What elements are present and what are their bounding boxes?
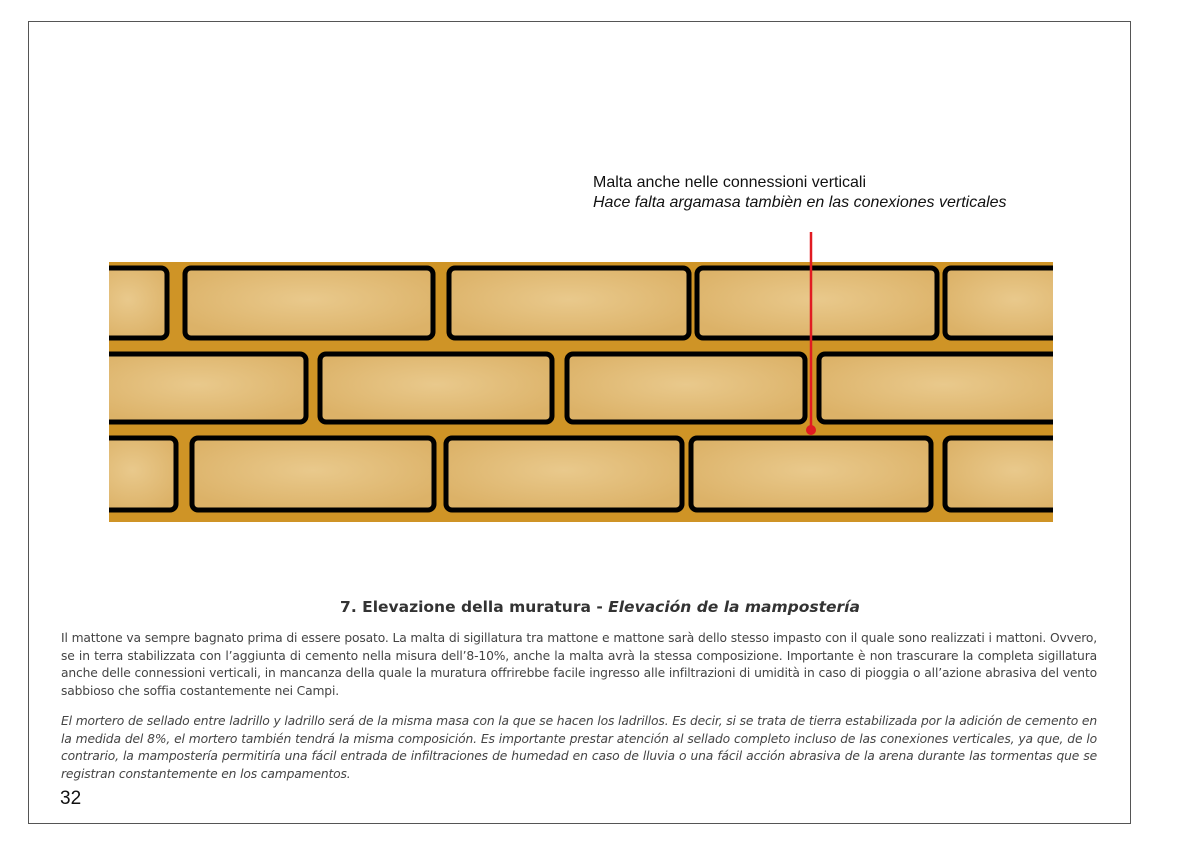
brick-row2-9 bbox=[819, 354, 1053, 422]
bricks-layer bbox=[109, 268, 1053, 510]
callout-label bbox=[593, 173, 1007, 213]
brick-row2-7 bbox=[320, 354, 552, 422]
paragraph-spanish: El mortero de sellado entre ladrillo y ladrillo será de la misma masa con la que se hacen los ladrillos. Es decir, si se trata de tierra estabilizada por la adición de cemento en la medida del 8%, el mortero también tendrá la misma composición. Es importante prestar atención al sellado completo incluso de las conexiones verticales, ya que, de lo contrario, la mampostería permitiría una fácil entrada de infiltraciones de humedad en caso de lluvia o una fácil acción abrasiva de la arena durante las tormentas que se registran constantemente en los campamentos. bbox=[61, 714, 1097, 781]
paragraph-italian: Il mattone va sempre bagnato prima di essere posato. La malta di sigillatura tra mattone e mattone sarà dello stesso impasto con il quale sono realizzati i mattoni. Ovvero, se in terra stabilizzata con l’aggiunta di cemento nella misura dell’8-10%, anche la malta avrà la stessa composizione. Importante è non trascurare la completa sigillatura anche delle connessioni verticali, in mancanza della quale la muratura offrirebbe facile ingresso alle infiltrazioni di umidità in caso di pioggia o all’azione abrasiva del vento sabbioso che soffia costantemente nei Campi. bbox=[61, 631, 1097, 698]
section-heading bbox=[0, 598, 1200, 616]
section-heading-italian: 7. Elevazione della muratura - bbox=[340, 598, 609, 616]
brick-row2-6 bbox=[109, 354, 306, 422]
brick-row3-13 bbox=[691, 438, 931, 510]
brick-row2-8 bbox=[567, 354, 805, 422]
callout-spanish: Hace falta argamasa tambièn en las conexiones verticales bbox=[593, 194, 1007, 211]
section-heading-spanish: Elevación de la mampostería bbox=[608, 598, 860, 616]
brick-row1-3 bbox=[449, 268, 689, 338]
brick-row3-10 bbox=[109, 438, 176, 510]
brick-row3-11 bbox=[192, 438, 434, 510]
callout-pointer-dot bbox=[806, 425, 816, 435]
page-number: 32 bbox=[60, 788, 82, 809]
brick-row1-4 bbox=[697, 268, 937, 338]
brick-row3-14 bbox=[945, 438, 1053, 510]
brick-row1-1 bbox=[109, 268, 167, 338]
brick-row1-2 bbox=[185, 268, 433, 338]
callout-italian: Malta anche nelle connessioni verticali bbox=[593, 174, 867, 191]
brick-wall-illustration bbox=[109, 230, 1053, 522]
brick-row1-5 bbox=[945, 268, 1053, 338]
brick-row3-12 bbox=[446, 438, 682, 510]
